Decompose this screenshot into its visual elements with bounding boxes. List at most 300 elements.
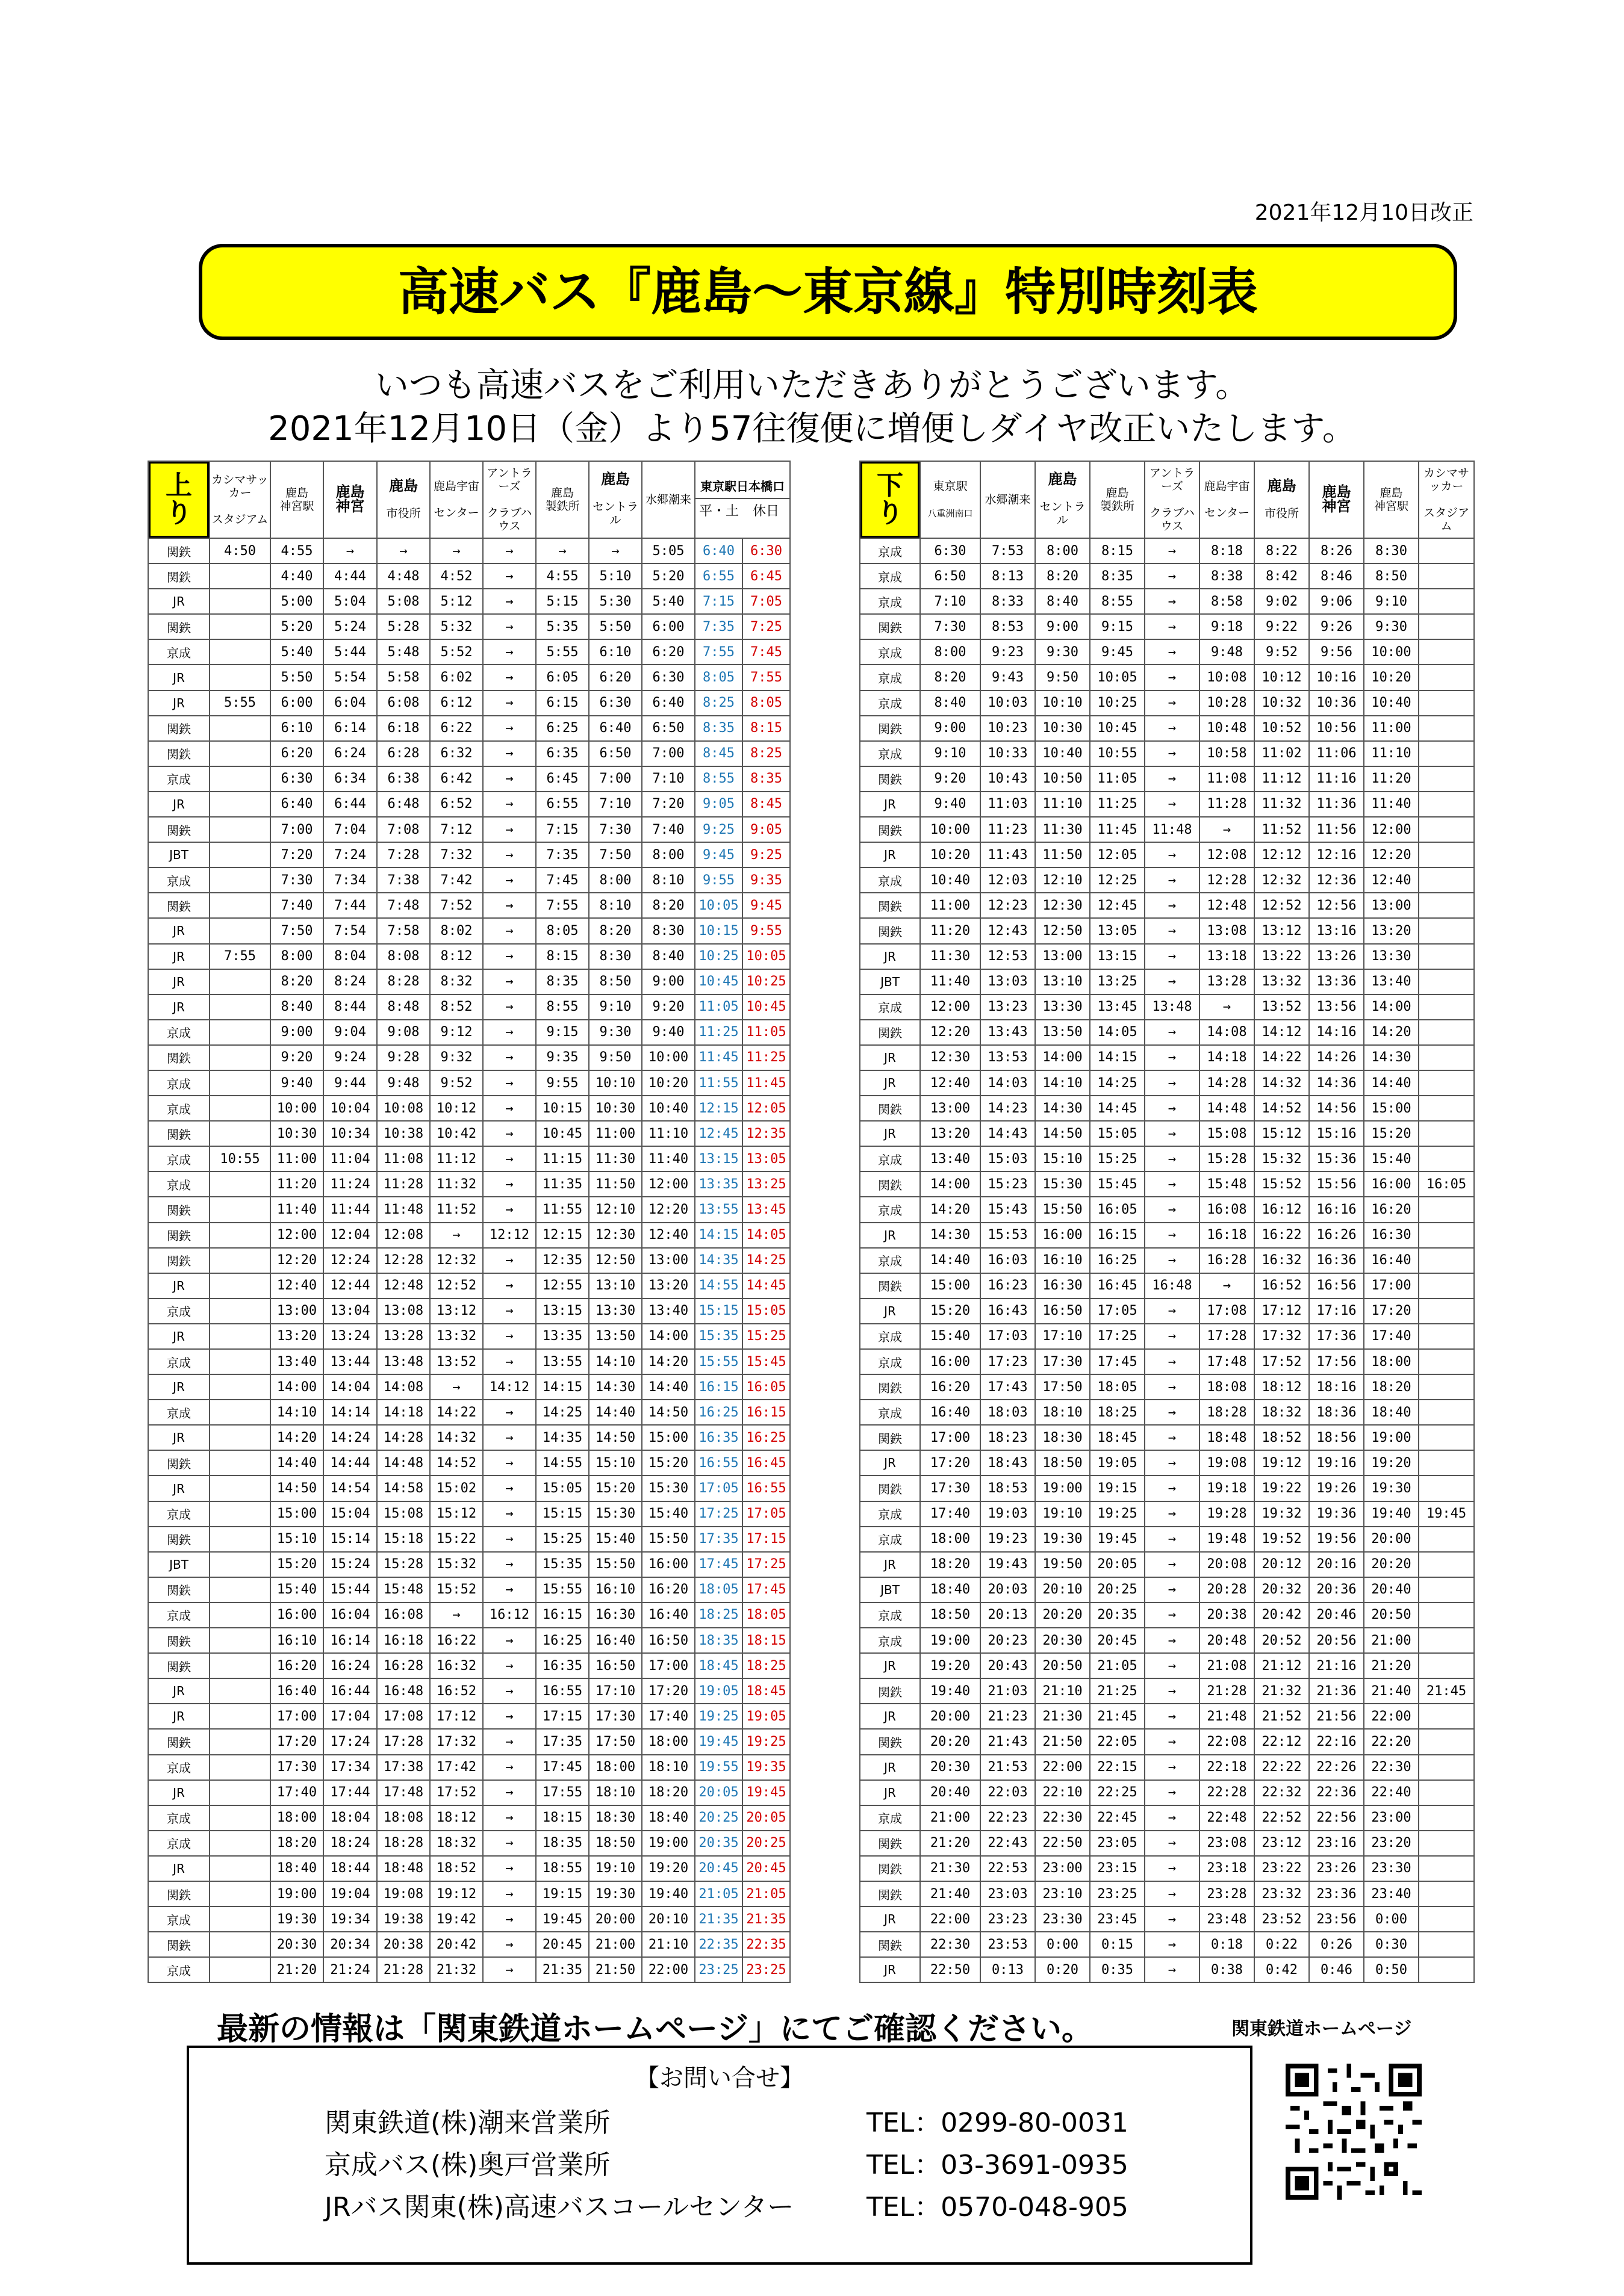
operator-cell: 京成 <box>860 1805 920 1831</box>
time-cell: 11:20 <box>920 918 980 943</box>
time-cell: 14:40 <box>920 1248 980 1273</box>
weekday-time-cell: 14:15 <box>695 1223 742 1248</box>
time-cell: 22:30 <box>1035 1805 1090 1831</box>
time-cell: 11:50 <box>1035 842 1090 867</box>
up-table-row <box>148 817 790 842</box>
time-cell: 15:08 <box>377 1501 430 1527</box>
down-header-central: 鹿島 セントラル <box>1035 461 1090 538</box>
time-cell: 14:43 <box>980 1121 1035 1146</box>
time-cell: 10:45 <box>1090 716 1145 741</box>
time-cell: 9:48 <box>377 1070 430 1096</box>
time-cell: 4:55 <box>270 538 323 563</box>
time-cell: → <box>483 1704 536 1729</box>
time-cell: → <box>1145 1324 1199 1349</box>
time-cell: 11:28 <box>1199 792 1254 817</box>
weekday-time-cell: 18:25 <box>695 1603 742 1628</box>
time-cell: 23:25 <box>1090 1881 1145 1907</box>
time-cell: 17:16 <box>1309 1298 1364 1324</box>
time-cell: 8:08 <box>377 944 430 969</box>
time-cell: → <box>1145 918 1199 943</box>
operator-cell: JR <box>148 792 210 817</box>
down-table-row <box>860 1425 1474 1450</box>
time-cell: 7:35 <box>536 842 589 867</box>
time-cell: 8:58 <box>1199 589 1254 614</box>
time-cell: 6:22 <box>430 716 483 741</box>
time-cell <box>1419 1273 1474 1298</box>
up-table-row <box>148 1324 790 1349</box>
time-cell: 12:52 <box>1254 893 1309 918</box>
time-cell: 9:20 <box>920 766 980 792</box>
time-cell: 21:20 <box>270 1957 323 1982</box>
qr-code-icon[interactable] <box>1286 2064 1422 2200</box>
up-table-row <box>148 994 790 1020</box>
time-cell: 20:20 <box>920 1729 980 1754</box>
time-cell: 5:15 <box>536 589 589 614</box>
time-cell: 13:48 <box>377 1349 430 1374</box>
operator-cell: JR <box>148 1425 210 1450</box>
time-cell: → <box>1145 1957 1199 1982</box>
time-cell: 19:05 <box>1090 1450 1145 1475</box>
operator-cell: JR <box>148 1374 210 1400</box>
time-cell: 14:20 <box>920 1197 980 1222</box>
weekday-time-cell: 9:25 <box>695 817 742 842</box>
time-cell: 11:10 <box>1364 741 1419 766</box>
down-header-itako: 水郷潮来 <box>980 461 1035 538</box>
time-cell: 0:26 <box>1309 1932 1364 1957</box>
operator-cell: JR <box>148 1704 210 1729</box>
operator-cell: 京成 <box>860 639 920 665</box>
time-cell: 6:14 <box>323 716 377 741</box>
time-cell: → <box>483 842 536 867</box>
time-cell: 22:26 <box>1309 1755 1364 1780</box>
time-cell <box>210 1907 270 1932</box>
down-table-row <box>860 1501 1474 1527</box>
time-cell: 20:36 <box>1309 1577 1364 1603</box>
contact-tel-keisei: TEL：03-3691-0935 <box>866 2150 1128 2180</box>
operator-cell: JR <box>860 1755 920 1780</box>
down-table-row <box>860 1729 1474 1754</box>
time-cell: 13:22 <box>1254 944 1309 969</box>
time-cell: 8:46 <box>1309 563 1364 589</box>
operator-cell: 関鉄 <box>860 893 920 918</box>
time-cell: 13:30 <box>589 1298 642 1324</box>
time-cell: 14:10 <box>1035 1070 1090 1096</box>
time-cell: 6:50 <box>642 716 695 741</box>
time-cell: 15:12 <box>430 1501 483 1527</box>
time-cell: 20:35 <box>1090 1603 1145 1628</box>
time-cell: 17:08 <box>1199 1298 1254 1324</box>
up-table-row <box>148 1349 790 1374</box>
holiday-time-cell: 20:25 <box>742 1831 790 1856</box>
time-cell: 9:00 <box>642 969 695 994</box>
time-cell: 19:00 <box>270 1881 323 1907</box>
operator-cell: 関鉄 <box>860 817 920 842</box>
time-cell: 8:30 <box>642 918 695 943</box>
time-cell: 6:44 <box>323 792 377 817</box>
holiday-time-cell: 16:45 <box>742 1450 790 1475</box>
time-cell <box>1419 1831 1474 1856</box>
time-cell: 18:25 <box>1090 1400 1145 1425</box>
time-cell <box>1419 1755 1474 1780</box>
holiday-header: 休日 <box>752 504 779 519</box>
time-cell: 5:50 <box>589 614 642 639</box>
time-cell <box>1419 1780 1474 1805</box>
operator-cell: JR <box>860 792 920 817</box>
time-cell: 12:20 <box>642 1197 695 1222</box>
weekday-time-cell: 20:25 <box>695 1805 742 1831</box>
weekday-time-cell: 18:05 <box>695 1577 742 1603</box>
holiday-time-cell: 21:35 <box>742 1907 790 1932</box>
time-cell: 16:43 <box>980 1298 1035 1324</box>
time-cell: → <box>1145 1045 1199 1070</box>
time-cell: 14:00 <box>1035 1045 1090 1070</box>
operator-cell: 関鉄 <box>148 1628 210 1653</box>
time-cell: 6:20 <box>642 639 695 665</box>
time-cell: 12:44 <box>323 1273 377 1298</box>
holiday-time-cell: 9:55 <box>742 918 790 943</box>
time-cell: 7:50 <box>589 842 642 867</box>
time-cell: 10:20 <box>642 1070 695 1096</box>
time-cell: 22:25 <box>1090 1780 1145 1805</box>
time-cell: 11:30 <box>920 944 980 969</box>
time-cell: 9:04 <box>323 1020 377 1045</box>
time-cell: 7:15 <box>536 817 589 842</box>
operator-cell: 関鉄 <box>148 1729 210 1754</box>
time-cell: 10:30 <box>270 1121 323 1146</box>
time-cell: → <box>483 1780 536 1805</box>
time-cell: 14:40 <box>1364 1070 1419 1096</box>
time-cell: 18:10 <box>589 1780 642 1805</box>
time-cell: 21:45 <box>1419 1678 1474 1704</box>
time-cell: 20:48 <box>1199 1628 1254 1653</box>
time-cell: → <box>1145 1780 1199 1805</box>
time-cell: 17:28 <box>1199 1324 1254 1349</box>
time-cell: 16:03 <box>980 1248 1035 1273</box>
time-cell: 11:40 <box>642 1146 695 1171</box>
time-cell: 19:20 <box>920 1653 980 1678</box>
weekday-time-cell: 7:35 <box>695 614 742 639</box>
time-cell: 15:12 <box>1254 1121 1309 1146</box>
time-cell: 15:53 <box>980 1223 1035 1248</box>
time-cell: 20:38 <box>1199 1603 1254 1628</box>
time-cell: 12:40 <box>642 1223 695 1248</box>
time-cell: 11:50 <box>589 1171 642 1197</box>
time-cell: 12:50 <box>1035 918 1090 943</box>
time-cell: 17:23 <box>980 1349 1035 1374</box>
time-cell: → <box>483 741 536 766</box>
operator-cell: JR <box>860 1552 920 1577</box>
time-cell: 6:20 <box>589 665 642 690</box>
time-cell: → <box>483 716 536 741</box>
time-cell: 14:50 <box>642 1400 695 1425</box>
contact-name-kantetsu: 関東鉄道(株)潮来営業所 <box>325 2108 611 2138</box>
time-cell: 13:40 <box>642 1298 695 1324</box>
time-cell: → <box>1199 817 1254 842</box>
time-cell: 10:36 <box>1309 690 1364 716</box>
time-cell: → <box>483 1450 536 1475</box>
time-cell: 14:30 <box>1035 1096 1090 1121</box>
time-cell: 19:30 <box>270 1907 323 1932</box>
holiday-time-cell: 11:25 <box>742 1045 790 1070</box>
time-cell: 17:10 <box>1035 1324 1090 1349</box>
time-cell: 7:04 <box>323 817 377 842</box>
time-cell: → <box>483 1400 536 1425</box>
time-cell: 13:00 <box>1035 944 1090 969</box>
time-cell <box>210 1349 270 1374</box>
time-cell: 13:15 <box>536 1298 589 1324</box>
operator-cell: 京成 <box>860 665 920 690</box>
time-cell: → <box>483 918 536 943</box>
time-cell <box>210 1552 270 1577</box>
time-cell: 7:40 <box>270 893 323 918</box>
up-timetable <box>148 461 791 1983</box>
time-cell: 13:18 <box>1199 944 1254 969</box>
time-cell <box>1419 766 1474 792</box>
up-table-row <box>148 1298 790 1324</box>
up-header-itako: 水郷潮来 <box>642 461 695 538</box>
operator-cell: 京成 <box>860 1248 920 1273</box>
time-cell: 21:12 <box>1254 1653 1309 1678</box>
up-table-row <box>148 969 790 994</box>
time-cell: 0:30 <box>1364 1932 1419 1957</box>
time-cell: 13:50 <box>589 1324 642 1349</box>
time-cell: 11:32 <box>1254 792 1309 817</box>
time-cell: → <box>430 538 483 563</box>
up-header-jingu: 鹿島 神宮 <box>323 461 377 538</box>
contact-name-jr-bus: JRバス関東(株)高速バスコールセンター <box>325 2192 794 2223</box>
time-cell: 16:44 <box>323 1678 377 1704</box>
time-cell: 10:05 <box>1090 665 1145 690</box>
time-cell: 12:32 <box>430 1248 483 1273</box>
time-cell: 13:00 <box>920 1096 980 1121</box>
time-cell: 7:08 <box>377 817 430 842</box>
time-cell: → <box>1145 867 1199 893</box>
time-cell <box>1419 1527 1474 1552</box>
time-cell: 9:30 <box>1364 614 1419 639</box>
time-cell: → <box>483 1729 536 1754</box>
time-cell: 20:45 <box>536 1932 589 1957</box>
time-cell: 20:00 <box>589 1907 642 1932</box>
time-cell: 8:12 <box>430 944 483 969</box>
time-cell: 6:52 <box>430 792 483 817</box>
time-cell: 14:30 <box>589 1374 642 1400</box>
time-cell: 16:00 <box>642 1552 695 1577</box>
time-cell: → <box>1145 1171 1199 1197</box>
time-cell: 15:40 <box>589 1527 642 1552</box>
time-cell: 19:50 <box>1035 1552 1090 1577</box>
time-cell: 23:05 <box>1090 1831 1145 1856</box>
time-cell: 23:03 <box>980 1881 1035 1907</box>
down-header-clubhouse: アントラーズ クラブハウス <box>1145 461 1199 538</box>
time-cell: 18:30 <box>589 1805 642 1831</box>
time-cell: 20:25 <box>1090 1577 1145 1603</box>
operator-cell: 京成 <box>148 1146 210 1171</box>
time-cell: 19:43 <box>980 1552 1035 1577</box>
time-cell: 12:20 <box>270 1248 323 1273</box>
time-cell: 7:24 <box>323 842 377 867</box>
time-cell: 4:50 <box>210 538 270 563</box>
time-cell: 23:00 <box>1364 1805 1419 1831</box>
time-cell: 22:53 <box>980 1856 1035 1881</box>
operator-cell: JR <box>860 1298 920 1324</box>
time-cell: → <box>483 1273 536 1298</box>
down-table-row <box>860 1653 1474 1678</box>
time-cell: 9:45 <box>1090 639 1145 665</box>
time-cell: 8:04 <box>323 944 377 969</box>
time-cell: 17:56 <box>1309 1349 1364 1374</box>
time-cell: 10:52 <box>1254 716 1309 741</box>
time-cell: → <box>1145 563 1199 589</box>
time-cell: 14:48 <box>377 1450 430 1475</box>
time-cell: 11:15 <box>536 1146 589 1171</box>
time-cell: 9:08 <box>377 1020 430 1045</box>
holiday-time-cell: 8:45 <box>742 792 790 817</box>
operator-cell: JBT <box>148 842 210 867</box>
time-cell <box>1419 1374 1474 1400</box>
time-cell: 14:15 <box>1090 1045 1145 1070</box>
time-cell: 11:12 <box>430 1146 483 1171</box>
time-cell: 7:10 <box>642 766 695 792</box>
time-cell: 19:25 <box>1090 1501 1145 1527</box>
time-cell: 18:15 <box>536 1805 589 1831</box>
time-cell: 11:25 <box>1090 792 1145 817</box>
time-cell: → <box>1145 1527 1199 1552</box>
time-cell: 16:40 <box>1364 1248 1419 1273</box>
time-cell: 13:28 <box>1199 969 1254 994</box>
up-table-row <box>148 716 790 741</box>
time-cell: 18:40 <box>642 1805 695 1831</box>
time-cell: 9:23 <box>980 639 1035 665</box>
page-title: 高速バス『鹿島～東京線』特別時刻表 <box>199 244 1457 340</box>
holiday-time-cell: 15:25 <box>742 1324 790 1349</box>
time-cell: 10:34 <box>323 1121 377 1146</box>
time-cell: 22:32 <box>1254 1780 1309 1805</box>
time-cell: → <box>483 1755 536 1780</box>
down-table-row <box>860 817 1474 842</box>
time-cell <box>1419 994 1474 1020</box>
time-cell: 17:40 <box>642 1704 695 1729</box>
up-table-row <box>148 1805 790 1831</box>
time-cell: 14:55 <box>536 1450 589 1475</box>
time-cell: 20:32 <box>1254 1577 1309 1603</box>
time-cell: 18:52 <box>1254 1425 1309 1450</box>
time-cell: 19:10 <box>589 1856 642 1881</box>
time-cell: 5:05 <box>642 538 695 563</box>
time-cell: → <box>1145 589 1199 614</box>
time-cell: → <box>1145 1704 1199 1729</box>
time-cell <box>210 716 270 741</box>
time-cell: → <box>1145 665 1199 690</box>
time-cell <box>210 994 270 1020</box>
time-cell: 15:18 <box>377 1527 430 1552</box>
time-cell: 23:15 <box>1090 1856 1145 1881</box>
time-cell: 5:55 <box>536 639 589 665</box>
time-cell: → <box>483 1475 536 1501</box>
time-cell: 12:48 <box>1199 893 1254 918</box>
time-cell: 15:20 <box>1364 1121 1419 1146</box>
time-cell: 9:35 <box>536 1045 589 1070</box>
up-header-tokyo <box>695 461 790 538</box>
holiday-time-cell: 9:35 <box>742 867 790 893</box>
up-table-row <box>148 1831 790 1856</box>
weekday-time-cell: 10:25 <box>695 944 742 969</box>
holiday-time-cell: 9:05 <box>742 817 790 842</box>
weekday-time-cell: 15:55 <box>695 1349 742 1374</box>
time-cell <box>1419 1070 1474 1096</box>
time-cell: → <box>1145 1831 1199 1856</box>
holiday-time-cell: 14:05 <box>742 1223 790 1248</box>
time-cell: 9:56 <box>1309 639 1364 665</box>
time-cell: 6:00 <box>642 614 695 639</box>
holiday-time-cell: 11:05 <box>742 1020 790 1045</box>
time-cell: 11:10 <box>642 1121 695 1146</box>
holiday-time-cell: 18:25 <box>742 1653 790 1678</box>
operator-cell: 京成 <box>148 1400 210 1425</box>
time-cell: 6:40 <box>589 716 642 741</box>
time-cell: 12:00 <box>642 1171 695 1197</box>
up-table-row <box>148 1907 790 1932</box>
down-table-row <box>860 1755 1474 1780</box>
down-table-row <box>860 1045 1474 1070</box>
weekday-time-cell: 8:35 <box>695 716 742 741</box>
time-cell: 20:43 <box>980 1653 1035 1678</box>
down-table-row <box>860 538 1474 563</box>
time-cell: 11:24 <box>323 1171 377 1197</box>
time-cell: 5:44 <box>323 639 377 665</box>
time-cell <box>210 639 270 665</box>
time-cell: 11:02 <box>1254 741 1309 766</box>
operator-cell: 関鉄 <box>148 1223 210 1248</box>
holiday-time-cell: 16:05 <box>742 1374 790 1400</box>
time-cell: 14:15 <box>536 1374 589 1400</box>
time-cell: → <box>1145 893 1199 918</box>
time-cell: 7:58 <box>377 918 430 943</box>
time-cell: → <box>1145 1197 1199 1222</box>
time-cell: → <box>1145 1729 1199 1754</box>
time-cell: 14:52 <box>430 1450 483 1475</box>
time-cell: 6:50 <box>589 741 642 766</box>
time-cell: 14:22 <box>430 1400 483 1425</box>
time-cell: → <box>483 1552 536 1577</box>
down-table-row <box>860 1146 1474 1171</box>
weekday-time-cell: 21:05 <box>695 1881 742 1907</box>
time-cell: 14:45 <box>1090 1096 1145 1121</box>
time-cell: → <box>1145 1121 1199 1146</box>
time-cell: 16:20 <box>920 1374 980 1400</box>
up-table-row <box>148 690 790 716</box>
time-cell: 7:44 <box>323 893 377 918</box>
operator-cell: JR <box>860 1045 920 1070</box>
time-cell <box>210 1298 270 1324</box>
time-cell: → <box>483 1146 536 1171</box>
time-cell: → <box>1145 969 1199 994</box>
time-cell: 4:52 <box>430 563 483 589</box>
up-table-row <box>148 1400 790 1425</box>
time-cell: 21:25 <box>1090 1678 1145 1704</box>
time-cell: 22:52 <box>1254 1805 1309 1831</box>
holiday-time-cell: 22:35 <box>742 1932 790 1957</box>
time-cell: → <box>1145 1881 1199 1907</box>
time-cell: 15:52 <box>1254 1171 1309 1197</box>
time-cell: 14:23 <box>980 1096 1035 1121</box>
time-cell: 18:45 <box>1090 1425 1145 1450</box>
time-cell: → <box>1145 1628 1199 1653</box>
time-cell <box>210 1780 270 1805</box>
time-cell: 19:08 <box>377 1881 430 1907</box>
time-cell: 22:12 <box>1254 1729 1309 1754</box>
time-cell: 12:48 <box>377 1273 430 1298</box>
time-cell: 6:40 <box>270 792 323 817</box>
